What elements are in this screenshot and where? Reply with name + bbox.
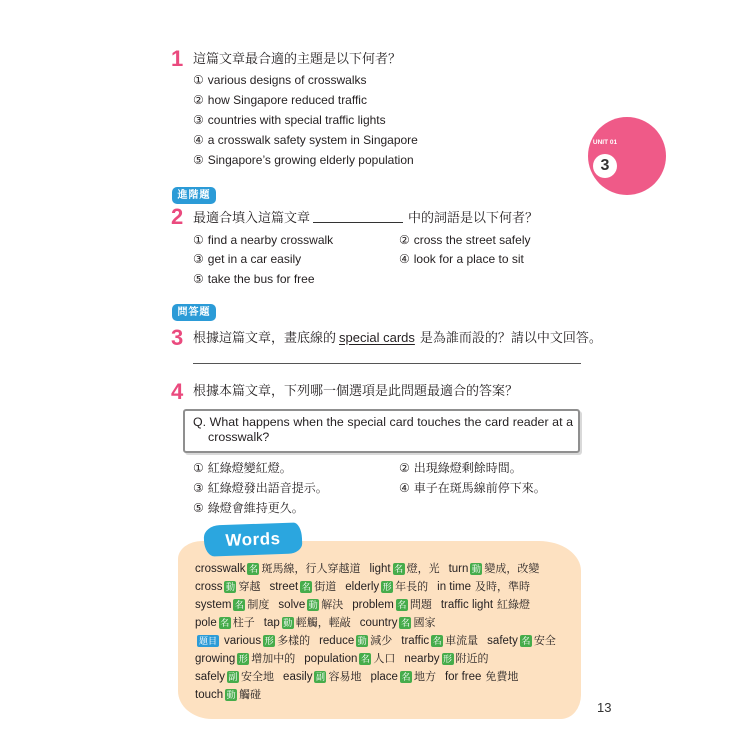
word-line — [195, 632, 565, 650]
advanced-question-badge: 進階題 — [172, 187, 216, 204]
question-prompt: 這篇文章最合適的主題是以下何者？ — [193, 51, 402, 66]
word-term: elderly — [345, 581, 380, 593]
part-of-speech-badge: 名 — [521, 636, 531, 646]
word-meaning: 附近的 — [455, 653, 489, 665]
option-text: 車子在斑馬線前停下來。 — [413, 481, 546, 495]
part-of-speech-badge: 名 — [432, 636, 442, 646]
word-entry — [345, 578, 428, 596]
option-1 — [193, 458, 292, 478]
word-entry — [195, 668, 274, 686]
unit-number-badge: 3 — [593, 154, 617, 178]
word-term: nearby — [404, 653, 440, 665]
word-entry — [441, 596, 530, 614]
word-line — [195, 614, 565, 632]
option-1 — [193, 70, 367, 90]
word-entry — [195, 596, 269, 614]
option-marker: ④ — [399, 481, 410, 495]
option-marker: ② — [399, 461, 410, 475]
word-meaning: 免費地 — [485, 671, 519, 683]
word-term: touch — [195, 689, 224, 701]
word-entry — [278, 596, 343, 614]
word-entry — [195, 560, 360, 578]
part-of-speech-badge: 動 — [226, 690, 236, 700]
boxed-question: Q. What happens when the special card touches the card reader at a crosswalk? — [183, 409, 580, 453]
part-of-speech-badge: 形 — [264, 636, 274, 646]
option-5 — [193, 269, 315, 289]
option-text: 紅綠燈發出語音提示。 — [207, 481, 328, 495]
option-5 — [193, 498, 304, 518]
part-of-speech-badge: 名 — [301, 582, 311, 592]
word-entry — [370, 668, 436, 686]
option-text: find a nearby crosswalk — [207, 233, 334, 247]
underlined-phrase: special cards — [339, 330, 415, 345]
option-text: 綠燈會維持更久。 — [207, 501, 304, 515]
word-term: traffic — [401, 635, 430, 647]
word-term: crosswalk — [195, 563, 246, 575]
option-2 — [399, 230, 530, 250]
word-meaning: 安全 — [533, 635, 556, 647]
part-of-speech-badge: 形 — [443, 654, 453, 664]
word-term: pole — [195, 617, 217, 629]
word-meaning: 年長的 — [395, 581, 429, 593]
prompt-text-before: 最適合填入這篇文章 — [193, 210, 311, 225]
option-text: 紅綠燈變紅燈。 — [207, 461, 292, 475]
word-line — [195, 560, 565, 578]
part-of-speech-badge: 副 — [228, 672, 238, 682]
word-meaning: 斑馬線，行人穿越道 — [261, 563, 361, 575]
option-text: take the bus for free — [207, 272, 315, 286]
word-entry — [449, 560, 540, 578]
word-meaning: 穿越 — [238, 581, 261, 593]
word-meaning: 減少 — [370, 635, 393, 647]
word-line — [195, 650, 565, 668]
word-meaning: 人口 — [373, 653, 396, 665]
word-term: solve — [278, 599, 306, 611]
option-text: a crosswalk safety system in Singapore — [207, 133, 418, 147]
word-entry — [445, 668, 518, 686]
option-marker: ③ — [193, 481, 204, 495]
word-entry — [195, 578, 260, 596]
word-meaning: 安全地 — [241, 671, 275, 683]
part-of-speech-badge: 動 — [471, 564, 481, 574]
word-meaning: 觸碰 — [239, 689, 262, 701]
option-3 — [193, 478, 328, 498]
word-term: various — [224, 635, 262, 647]
word-term: problem — [352, 599, 394, 611]
part-of-speech-badge: 動 — [308, 600, 318, 610]
part-of-speech-badge: 動 — [225, 582, 235, 592]
word-entry — [401, 632, 478, 650]
word-term: safely — [195, 671, 226, 683]
word-meaning: 街道 — [314, 581, 337, 593]
word-line — [195, 686, 565, 704]
option-3 — [193, 110, 386, 130]
word-meaning: 地方 — [413, 671, 436, 683]
question-prompt — [193, 329, 602, 347]
word-meaning: 容易地 — [328, 671, 362, 683]
option-2 — [193, 90, 367, 110]
word-term: in time — [437, 581, 472, 593]
fill-in-blank — [313, 210, 403, 223]
word-meaning: 增加中的 — [251, 653, 296, 665]
option-1 — [193, 230, 333, 250]
prompt-text-before: 根據這篇文章，畫底線的 — [193, 330, 337, 345]
option-5 — [193, 150, 414, 170]
part-of-speech-badge: 副 — [315, 672, 325, 682]
word-term: growing — [195, 653, 236, 665]
part-of-speech-badge: 名 — [248, 564, 258, 574]
question-number: 1 — [171, 46, 184, 71]
option-marker: ⑤ — [193, 153, 204, 167]
option-text: cross the street safely — [413, 233, 531, 247]
word-meaning: 紅綠燈 — [497, 599, 531, 611]
option-4 — [399, 249, 524, 269]
part-of-speech-badge: 形 — [238, 654, 248, 664]
word-term: easily — [283, 671, 313, 683]
word-meaning: 制度 — [247, 599, 270, 611]
option-marker: ④ — [399, 252, 410, 266]
prompt-text-after: 是為誰而設的？請以中文回答。 — [419, 330, 602, 345]
word-line — [195, 578, 565, 596]
word-entry — [487, 632, 556, 650]
part-of-speech-badge: 名 — [360, 654, 370, 664]
word-meaning: 變成，改變 — [484, 563, 540, 575]
option-marker: ⑤ — [193, 272, 204, 286]
option-marker: ⑤ — [193, 501, 204, 515]
word-meaning: 柱子 — [232, 617, 255, 629]
word-term: tap — [263, 617, 280, 629]
answer-line — [193, 363, 581, 364]
option-4 — [193, 130, 418, 150]
word-term: cross — [195, 581, 223, 593]
word-line — [195, 668, 565, 686]
unit-label: UNIT 01 — [592, 139, 618, 146]
part-of-speech-badge: 名 — [220, 618, 230, 628]
question-number: 2 — [171, 204, 184, 229]
part-of-speech-badge: 名 — [397, 600, 407, 610]
part-of-speech-badge: 形 — [382, 582, 392, 592]
option-3 — [193, 249, 301, 269]
word-entry — [304, 650, 395, 668]
word-term: for free — [444, 671, 482, 683]
word-term: traffic light — [440, 599, 494, 611]
question-words-badge: 題目 — [198, 636, 217, 646]
part-of-speech-badge: 名 — [234, 600, 244, 610]
word-meaning: 國家 — [413, 617, 436, 629]
word-entry — [404, 650, 488, 668]
word-meaning: 及時，準時 — [475, 581, 531, 593]
word-term: place — [370, 671, 398, 683]
part-of-speech-badge: 名 — [394, 564, 404, 574]
word-term: population — [304, 653, 358, 665]
option-text: look for a place to sit — [413, 252, 524, 266]
option-text: 出現綠燈剩餘時間。 — [413, 461, 522, 475]
word-meaning: 多樣的 — [277, 635, 311, 647]
word-term: system — [195, 599, 232, 611]
part-of-speech-badge: 名 — [401, 672, 411, 682]
option-text: Singapore’s growing elderly population — [207, 153, 414, 167]
word-list — [195, 560, 565, 704]
words-title: Words — [203, 522, 302, 556]
option-marker: ① — [193, 233, 204, 247]
word-meaning: 車流量 — [445, 635, 479, 647]
word-term: country — [359, 617, 398, 629]
unit-tab — [588, 117, 666, 195]
question-prompt: 根據本篇文章，下列哪一個選項是此問題最適合的答案？ — [193, 383, 519, 398]
word-entry — [369, 560, 439, 578]
word-line — [195, 596, 565, 614]
word-term: safety — [487, 635, 518, 647]
question-number: 3 — [171, 325, 184, 350]
option-2 — [399, 458, 522, 478]
page-number: 13 — [597, 700, 612, 715]
option-marker: ① — [193, 461, 204, 475]
word-meaning: 解決 — [321, 599, 344, 611]
word-term: turn — [448, 563, 469, 575]
word-entry — [437, 578, 530, 596]
option-marker: ① — [193, 73, 204, 87]
word-entry — [352, 596, 432, 614]
word-meaning: 問題 — [409, 599, 432, 611]
question-prompt — [193, 209, 538, 227]
word-term: light — [369, 563, 391, 575]
word-entry — [195, 650, 295, 668]
word-meaning: 燈，光 — [406, 563, 440, 575]
word-entry — [269, 578, 336, 596]
option-text: how Singapore reduced traffic — [207, 93, 367, 107]
option-marker: ③ — [193, 252, 204, 266]
question-number: 4 — [171, 379, 184, 404]
option-marker: ④ — [193, 133, 204, 147]
word-entry — [360, 614, 436, 632]
word-entry — [195, 686, 261, 704]
word-entry — [264, 614, 351, 632]
word-term: street — [269, 581, 299, 593]
word-meaning: 輕觸，輕敲 — [295, 617, 351, 629]
prompt-text-after: 中的詞語是以下何者？ — [408, 210, 539, 225]
part-of-speech-badge: 動 — [357, 636, 367, 646]
option-text: countries with special traffic lights — [207, 113, 386, 127]
option-marker: ③ — [193, 113, 204, 127]
word-entry — [319, 632, 392, 650]
word-entry — [283, 668, 361, 686]
word-entry — [195, 614, 255, 632]
option-4 — [399, 478, 546, 498]
option-marker: ② — [399, 233, 410, 247]
option-text: get in a car easily — [207, 252, 302, 266]
word-entry — [224, 632, 310, 650]
option-marker: ② — [193, 93, 204, 107]
word-term: reduce — [319, 635, 355, 647]
short-answer-badge: 問答題 — [172, 304, 216, 321]
part-of-speech-badge: 名 — [400, 618, 410, 628]
part-of-speech-badge: 動 — [283, 618, 293, 628]
option-text: various designs of crosswalks — [207, 73, 367, 87]
